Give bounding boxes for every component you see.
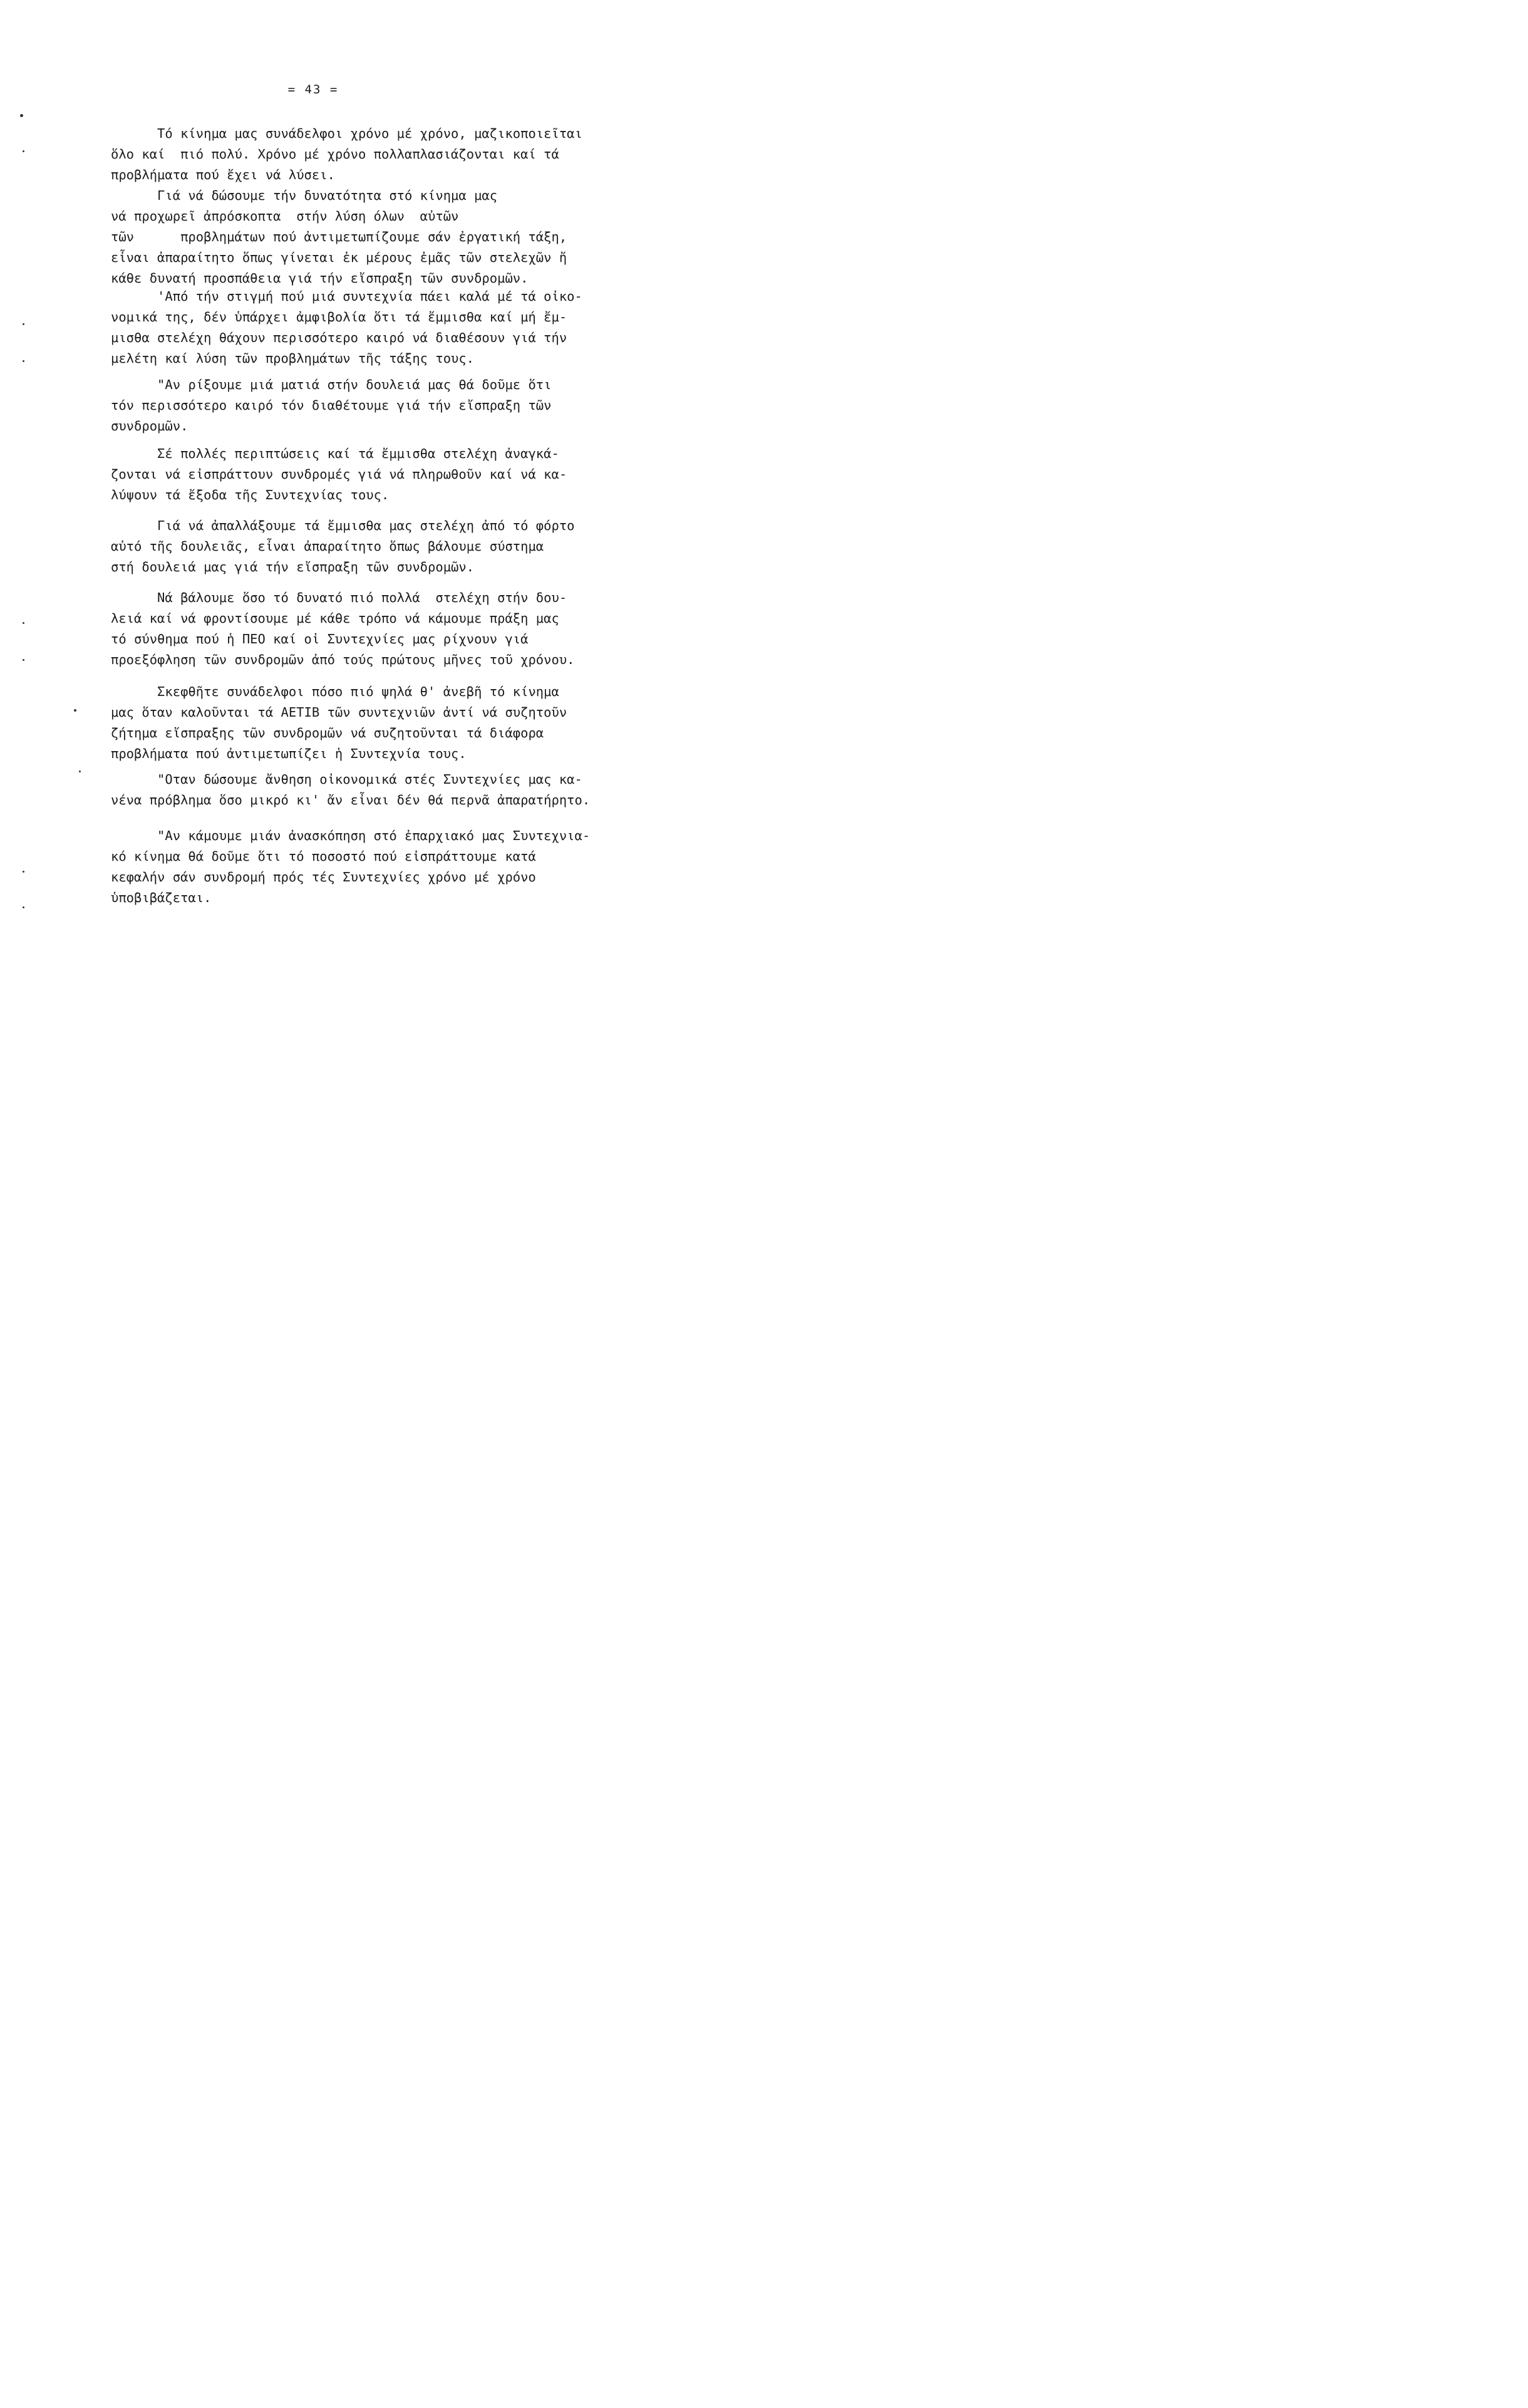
paragraph-3: "Αν ρίξουμε μιά ματιά στήν δουλειά μας θά δοῦμε ὅτι τόν περισσότερο καιρό τόν διαθέτουμε γιά τήν εἴσπραξη τῶν συνδρομῶν. [111, 377, 552, 433]
paragraph-8: "Οταν δώσουμε ἄνθηση οἰκονομικά στές Συντεχνίες μας κα- νένα πρόβλημα ὅσο μικρό κι' ἄν εἶναι δέν θά περνᾶ ἀπαρατήρητο. [111, 772, 591, 807]
scan-speck [23, 360, 24, 362]
paragraph-2: 'Από τήν στιγμή πού μιά συντεχνία πάει καλά μέ τά οἰκο- νομικά της, δέν ὑπάρχει ἀμφιβολία ὅτι τά ἔμμισθα καί μή ἔμ- μισθα στελέχη θάχουν περισσότερο καιρό νά διαθέσουν γιά τήν μελέτη καί λύση τῶν προβλημάτων τῆς τάξης τους. [111, 289, 582, 366]
paragraph-6: Νά βάλουμε ὅσο τό δυνατό πιό πολλά στελέχη στήν δου- λειά καί νά φροντίσουμε μέ κάθε τρόπο νά κάμουμε πράξη μας τό σύνθημα πού ἡ ΠΕΟ καί οἱ Συντεχνίες μας ρίχνουν γιά προεξόφληση τῶν συνδρομῶν ἀπό τούς πρώτους μῆνες τοῦ χρόνου. [111, 590, 575, 667]
scan-speck [23, 906, 24, 908]
paragraph-4: Σέ πολλές περιπτώσεις καί τά ἔμμισθα στελέχη ἀναγκά- ζονται νά εἰσπράττουν συνδρομές γιά νά πληρωθοῦν καί νά κα- λύψουν τά ἔξοδα τῆς Συντεχνίας τους. [111, 446, 567, 502]
scan-speck [23, 323, 24, 325]
page-number: = 43 = [287, 83, 339, 96]
scan-speck [23, 622, 24, 624]
scan-speck [23, 150, 24, 152]
paragraph-1: Τό κίνημα μας συνάδελφοι χρόνο μέ χρόνο, μαζικοποιεῖται ὅλο καί πιό πολύ. Χρόνο μέ χρόνο πολλαπλασιάζονται καί τά προβλήματα πού ἔχει νά λύσει. Γιά νά δώσουμε τήν δυνατότητα στό κίνημα μας νά προχωρεῖ ἀπρόσκοπτα στήν λύση όλων αὐτῶν τῶν προβλημάτων πού ἀντιμετωπίζουμε σάν ἐργατική τάξη, εἶναι ἀπαραίτητο ὅπως γίνεται ἐκ μέρους ἐμᾶς τῶν στελεχῶν ἤ κάθε δυνατή προσπάθεια γιά τήν εἴσπραξη τῶν συνδρομῶν. [111, 126, 582, 286]
scan-speck [20, 114, 23, 117]
scan-speck [23, 871, 24, 873]
scan-speck [79, 771, 81, 772]
paragraph-7: Σκεφθῆτε συνάδελφοι πόσο πιό ψηλά θ' ἀνεβῆ τό κίνημα μας ὅταν καλοῦνται τά ΑΕΤΙΒ τῶν συντεχνιῶν ἀντί νά συζητοῦν ζήτημα εἴσπραξης τῶν συνδρομῶν νά συζητοῦνται τά διάφορα προβλήματα πού ἀντιμετωπίζει ἡ Συντεχνία τους. [111, 684, 567, 761]
paragraph-5: Γιά νά ἀπαλλάξουμε τά ἔμμισθα μας στελέχη ἀπό τό φόρτο αὐτό τῆς δουλειᾶς, εἶναι ἀπαραίτητο ὅπως βάλουμε σύστημα στή δουλειά μας γιά τήν εἴσπραξη τῶν συνδρομῶν. [111, 518, 575, 574]
paragraph-9: "Αν κάμουμε μιάν ἀνασκόπηση στό ἐπαρχιακό μας Συντεχνια- κό κίνημα θά δοῦμε ὅτι τό ποσοστό πού εἰσπράττουμε κατά κεφαλήν σάν συνδρομή πρός τές Συντεχνίες χρόνο μέ χρόνο ὑποβιβάζεται. [111, 828, 591, 905]
scan-speck [74, 709, 76, 712]
scan-speck [23, 659, 24, 661]
